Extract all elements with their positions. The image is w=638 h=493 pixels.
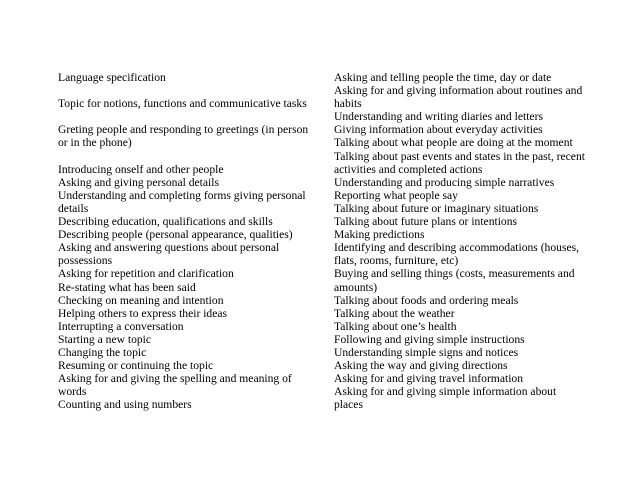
right-column-text-line: Talking about future or imaginary situations: [334, 201, 539, 215]
left-column-text-line: Asking and giving personal details: [58, 175, 219, 189]
left-column-text-line: Interrupting a conversation: [58, 319, 184, 333]
left-column-text-line: Greting people and responding to greetings (in person: [58, 123, 309, 137]
left-column-text-line: Starting a new topic: [58, 332, 152, 346]
right-column-text-line: amounts): [334, 280, 378, 294]
right-column-text-line: flats, rooms, furniture, etc): [334, 254, 459, 268]
right-column-text-line: Asking for and giving simple information about: [334, 385, 557, 399]
left-column-text-line: Understanding and completing forms giving personal: [58, 188, 306, 202]
left-column-text-line: Asking and answering questions about personal: [58, 241, 280, 255]
left-column-text-line: Counting and using numbers: [58, 398, 192, 412]
right-column-text-line: Following and giving simple instructions: [334, 332, 525, 346]
right-column-text-line: Talking about foods and ordering meals: [334, 293, 519, 307]
right-column-text-line: Talking about what people are doing at the moment: [334, 136, 573, 150]
left-column-text-line: Topic for notions, functions and communicative tasks: [58, 97, 307, 111]
left-column-text-line: Re-stating what has been said: [58, 280, 196, 294]
right-column-text-line: places: [334, 398, 363, 412]
right-column-text-line: Understanding and producing simple narratives: [334, 175, 555, 189]
left-column-text-line: Resuming or continuing the topic: [58, 359, 214, 373]
left-column-text-line: Describing education, qualifications and skills: [58, 215, 273, 229]
right-column-text-line: Asking the way and giving directions: [334, 359, 508, 373]
left-column-text-line: Changing the topic: [58, 345, 147, 359]
left-column-text-line: or in the phone): [58, 136, 132, 150]
right-column-text-line: Understanding simple signs and notices: [334, 345, 519, 359]
left-column-text-line: words: [58, 385, 87, 399]
right-column-text-line: Asking for and giving information about routines and: [334, 84, 583, 98]
right-column-text-line: Asking for and giving travel information: [334, 372, 524, 386]
left-column-text-line: Checking on meaning and intention: [58, 293, 224, 307]
right-column-text-line: Giving information about everyday activities: [334, 123, 543, 137]
right-column-text-line: Asking and telling people the time, day or date: [334, 71, 552, 84]
left-column-text-line: Describing people (personal appearance, qualities): [58, 228, 293, 242]
left-column-blank-line: [58, 110, 318, 123]
left-column-text-line: Asking for and giving the spelling and meaning of: [58, 372, 292, 386]
left-column-text-line: Asking for repetition and clarification: [58, 267, 234, 281]
left-column-blank-line: [58, 150, 318, 163]
left-column-text-line: Helping others to express their ideas: [58, 306, 228, 320]
left-column-text-line: Introducing onself and other people: [58, 162, 224, 176]
right-column-text-line: Talking about past events and states in the past, recent: [334, 149, 585, 163]
left-column-blank-line: [58, 84, 318, 97]
left-column-text-line: Language specification: [58, 71, 166, 84]
right-column: [334, 71, 634, 411]
right-column-text-line: Understanding and writing diaries and letters: [334, 110, 543, 124]
left-column-text-line: details: [58, 201, 89, 215]
right-column-text-line: Reporting what people say: [334, 188, 458, 202]
right-column-text-line: Talking about future plans or intentions: [334, 215, 518, 229]
right-column-text-line: Making predictions: [334, 228, 425, 242]
right-column-text-line: Talking about the weather: [334, 306, 455, 320]
right-column-text-line: habits: [334, 97, 362, 111]
right-column-text-line: Buying and selling things (costs, measurements and: [334, 267, 575, 281]
left-column: [58, 71, 318, 411]
left-column-text-line: possessions: [58, 254, 113, 268]
right-column-text-line: activities and completed actions: [334, 162, 483, 176]
right-column-text-line: Identifying and describing accommodations (houses,: [334, 241, 580, 255]
right-column-text-line: Talking about one’s health: [334, 319, 457, 333]
